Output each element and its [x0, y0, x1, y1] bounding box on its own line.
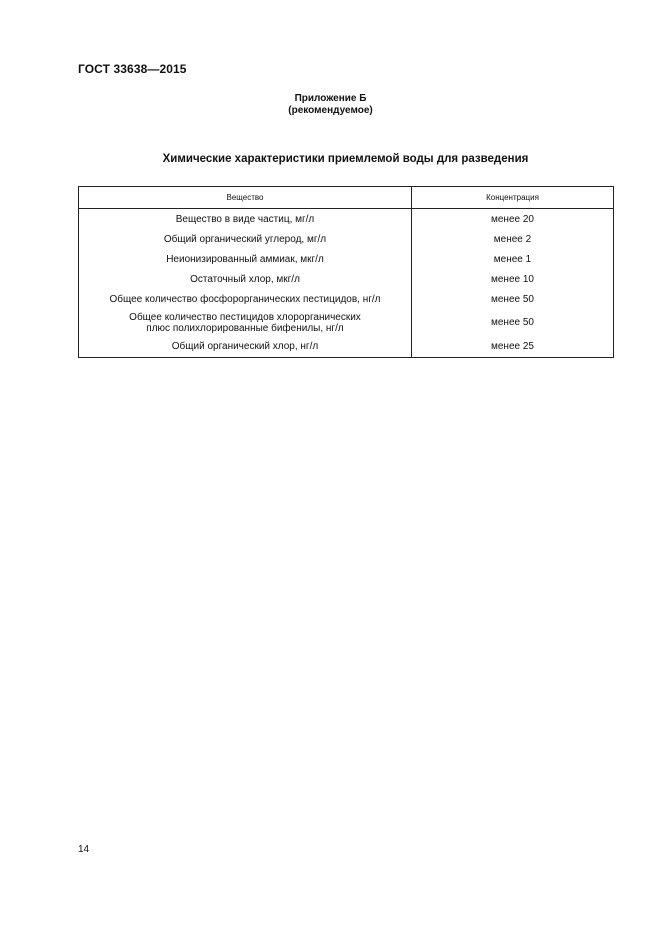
- substance-line: Общее количество пестицидов хлорорганических: [129, 311, 361, 323]
- table-row: [79, 309, 614, 336]
- substance-cell: [79, 309, 412, 336]
- substance-line: плюс полихлорированные бифенилы, нг/л: [146, 322, 344, 334]
- table-row: [79, 269, 614, 289]
- concentration-cell: менее 50: [412, 289, 614, 309]
- table-row: [79, 229, 614, 249]
- substance-cell: Общий органический углерод, мг/л: [79, 229, 412, 249]
- column-header-concentration: Концентрация: [412, 187, 614, 209]
- substance-cell: Общее количество фосфорорганических пестицидов, нг/л: [79, 289, 412, 309]
- appendix-title: Приложение Б: [294, 93, 367, 104]
- table-row: [79, 336, 614, 358]
- document-code: ГОСТ 33638—2015: [78, 62, 187, 76]
- table-row: [79, 209, 614, 230]
- table-title: Химические характеристики приемлемой воды для разведения: [162, 153, 529, 165]
- concentration-cell: менее 1: [412, 249, 614, 269]
- substance-cell: Вещество в виде частиц, мг/л: [79, 209, 412, 230]
- substance-cell: Остаточный хлор, мкг/л: [79, 269, 412, 289]
- table-row: [79, 289, 614, 309]
- concentration-cell: менее 50: [412, 309, 614, 336]
- substance-cell: Неионизированный аммиак, мкг/л: [79, 249, 412, 269]
- concentration-cell: менее 10: [412, 269, 614, 289]
- table-row: [79, 249, 614, 269]
- characteristics-table: [78, 186, 614, 358]
- concentration-cell: менее 25: [412, 336, 614, 358]
- column-header-substance: Вещество: [79, 187, 412, 209]
- page-number: 14: [78, 844, 90, 855]
- substance-cell: Общий органический хлор, нг/л: [79, 336, 412, 358]
- concentration-cell: менее 2: [412, 229, 614, 249]
- concentration-cell: менее 20: [412, 209, 614, 230]
- appendix-status: (рекомендуемое): [288, 105, 373, 116]
- table-header-row: [79, 187, 614, 209]
